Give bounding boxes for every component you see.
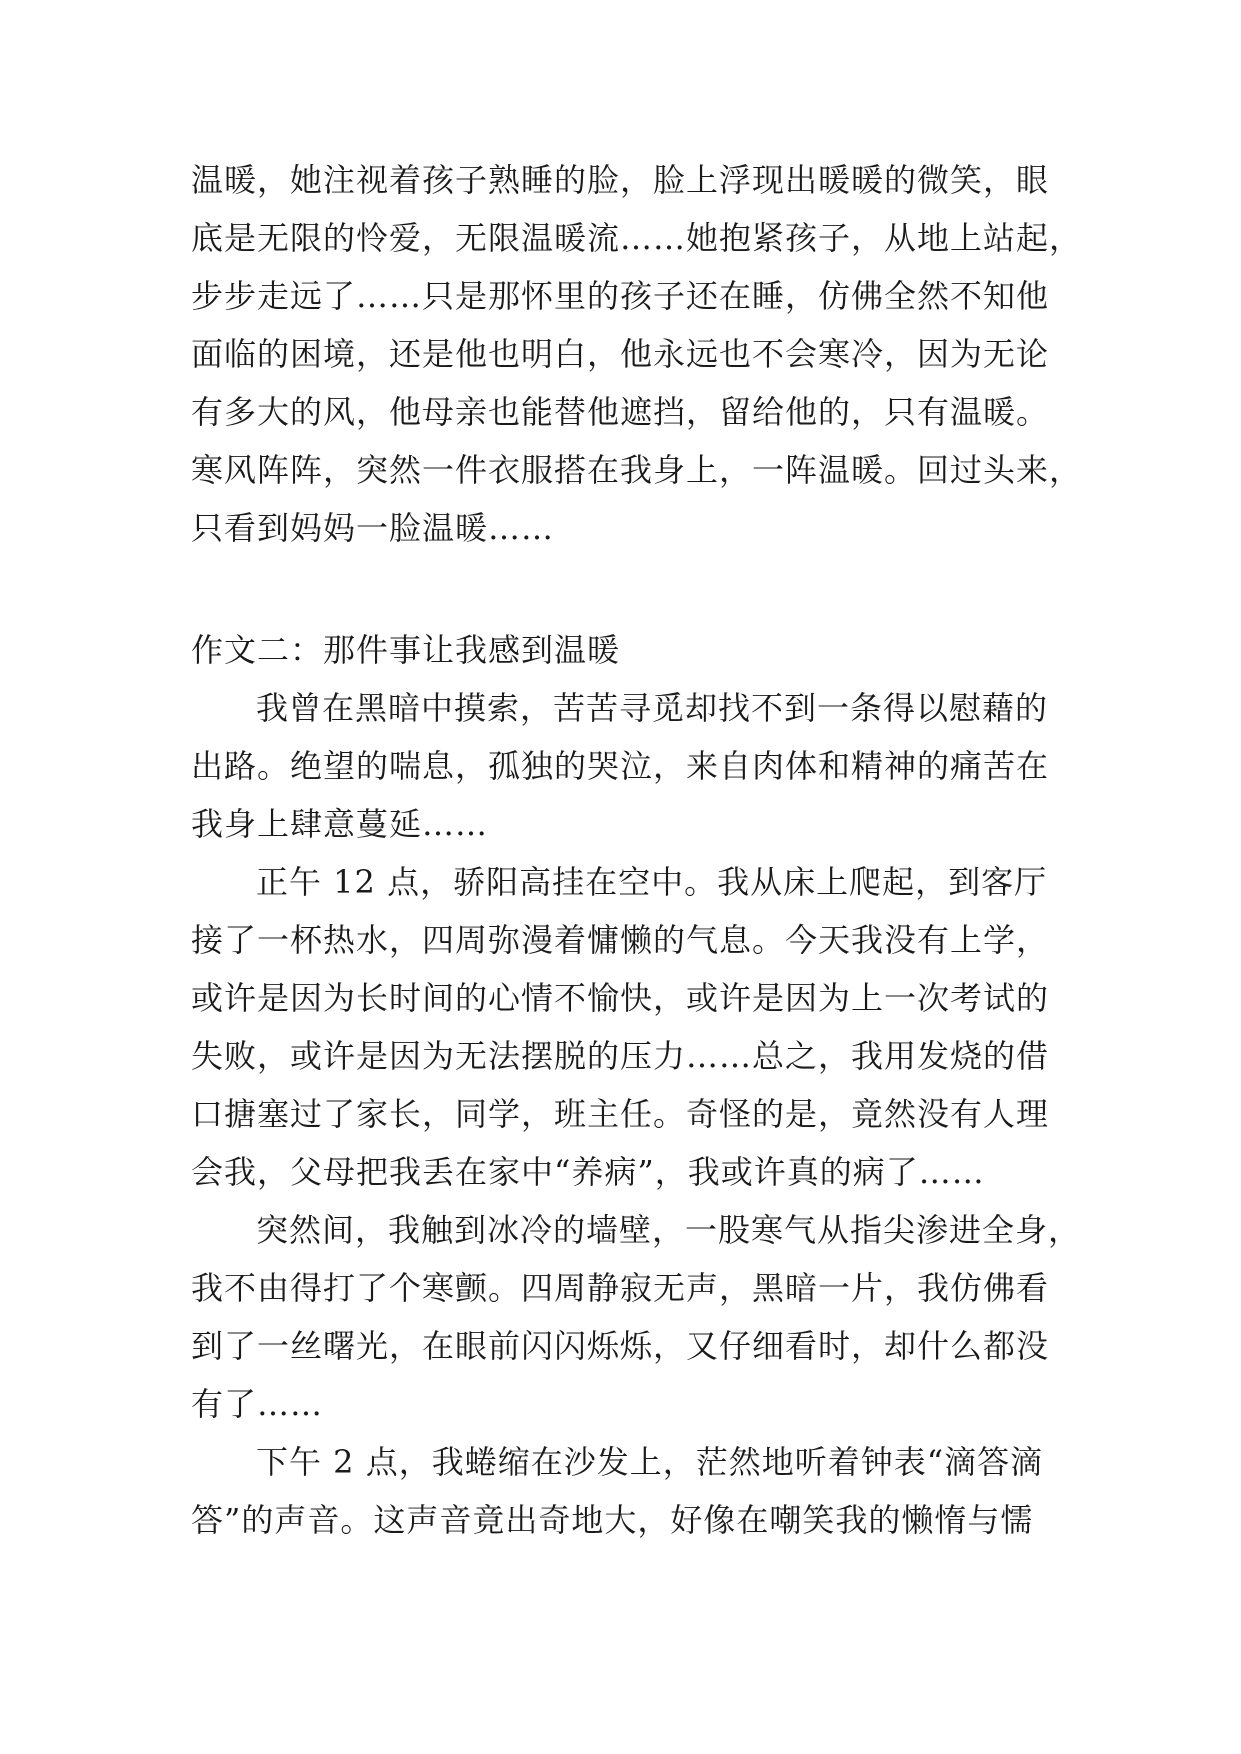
text-line: 我身上肆意蔓延…… [191,805,489,843]
text-line: 正午 12 点，骄阳高挂在空中。我从床上爬起，到客厅 [256,863,1048,901]
text-line: 会我，父母把我丢在家中“养病”，我或许真的病了…… [191,1153,985,1191]
text-line: 底是无限的怜爱，无限温暖流……她抱紧孩子，从地上站起， [191,219,1083,257]
text-line: 只看到妈妈一脸温暖…… [191,509,555,547]
text-line: 有了…… [191,1385,324,1423]
text-line: 接了一杯热水，四周弥漫着慵懒的气息。今天我没有上学， [191,921,1050,959]
text-line: 口搪塞过了家长，同学，班主任。奇怪的是，竟然没有人理 [191,1095,1050,1133]
text-line: 我曾在黑暗中摸索，苦苦寻觅却找不到一条得以慰藉的 [256,689,1049,727]
text-line: 答”的声音。这声音竟出奇地大，好像在嘲笑我的懒惰与懦 [191,1501,1034,1539]
text-line: 出路。绝望的喘息，孤独的哭泣，来自肉体和精神的痛苦在 [191,747,1050,785]
text-line: 到了一丝曙光，在眼前闪闪烁烁，又仔细看时，却什么都没 [191,1327,1050,1365]
text-line: 有多大的风，他母亲也能替他遮挡，留给他的，只有温暖。 [191,393,1050,431]
text-line: 面临的困境，还是他也明白，他永远也不会寒冷，因为无论 [191,335,1050,373]
text-line: 突然间，我触到冰冷的墙壁，一股寒气从指尖渗进全身， [256,1211,1082,1249]
essay-title: 作文二：那件事让我感到温暖 [191,631,621,669]
text-line: 寒风阵阵，突然一件衣服搭在我身上，一阵温暖。回过头来， [191,451,1083,489]
text-line: 温暖，她注视着孩子熟睡的脸，脸上浮现出暖暖的微笑，眼 [191,161,1050,199]
text-line: 失败，或许是因为无法摆脱的压力……总之，我用发烧的借 [191,1037,1050,1075]
text-line: 下午 2 点，我蜷缩在沙发上，茫然地听着钟表“滴答滴 [256,1443,1044,1481]
text-line: 或许是因为长时间的心情不愉快，或许是因为上一次考试的 [191,979,1050,1017]
text-line: 我不由得打了个寒颤。四周静寂无声，黑暗一片，我仿佛看 [191,1269,1050,1307]
text-line: 步步走远了……只是那怀里的孩子还在睡，仿佛全然不知他 [191,277,1050,315]
